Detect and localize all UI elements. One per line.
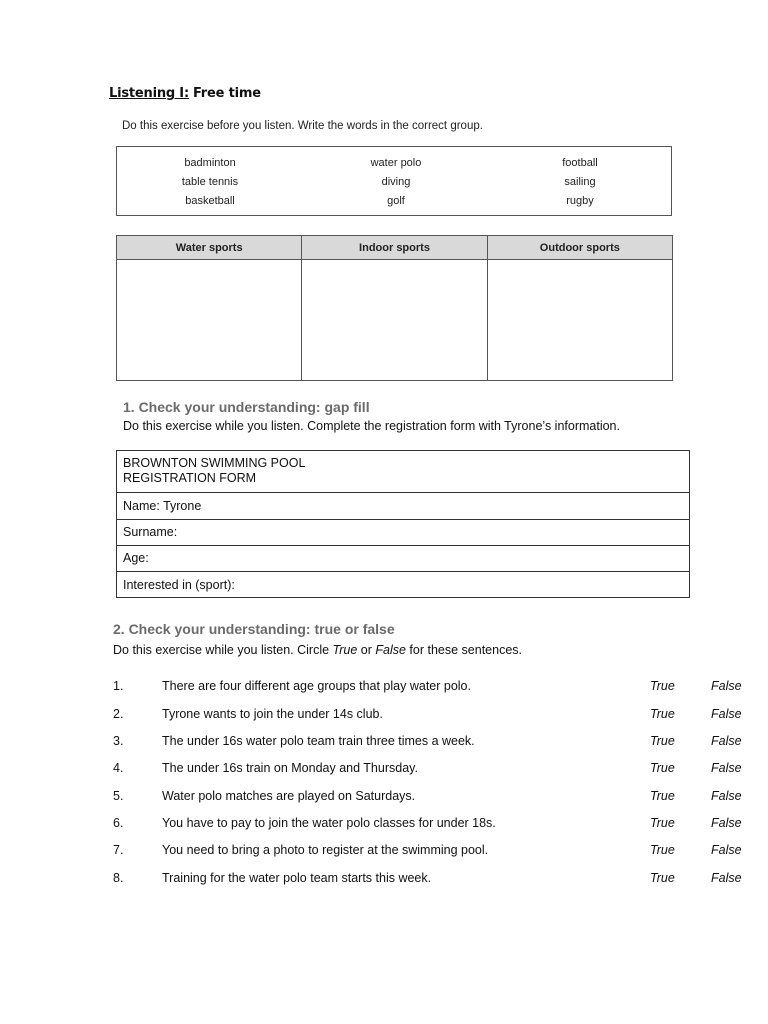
- heading-title: Free time: [192, 86, 261, 101]
- column-header-indoor-sports: Indoor sports: [302, 236, 487, 260]
- instruction-true-word: True: [332, 643, 358, 657]
- false-option[interactable]: False: [711, 816, 742, 830]
- question-text: You have to pay to join the water polo classes for under 18s.: [162, 816, 496, 830]
- answer-cell-water-sports[interactable]: [117, 260, 302, 381]
- question-row: [0, 734, 768, 752]
- question-row: [0, 679, 768, 697]
- question-row: [0, 789, 768, 807]
- question-number: 6.: [113, 816, 124, 830]
- question-row: [0, 761, 768, 779]
- sort-table: [116, 235, 673, 381]
- heading-label: Listening I:: [109, 86, 189, 101]
- false-option[interactable]: False: [711, 707, 742, 721]
- question-text: Water polo matches are played on Saturdays.: [162, 789, 416, 803]
- question-row: [0, 707, 768, 725]
- true-option[interactable]: True: [650, 761, 675, 775]
- word-item: football: [562, 157, 598, 169]
- question-text: Tyrone wants to join the under 14s club.: [162, 707, 383, 721]
- registration-form: [116, 450, 690, 598]
- word-item: basketball: [185, 195, 235, 207]
- question-text: The under 16s water polo team train three times a week.: [162, 734, 475, 748]
- false-option[interactable]: False: [711, 679, 742, 693]
- question-number: 2.: [113, 707, 124, 721]
- question-text: You need to bring a photo to register at the swimming pool.: [162, 843, 489, 857]
- answer-cell-indoor-sports[interactable]: [302, 260, 487, 381]
- word-item: rugby: [566, 195, 594, 207]
- question-number: 3.: [113, 734, 124, 748]
- true-option[interactable]: True: [650, 789, 675, 803]
- question-number: 7.: [113, 843, 124, 857]
- question-row: [0, 871, 768, 889]
- question-text: The under 16s train on Monday and Thursday.: [162, 761, 418, 775]
- column-header-water-sports: Water sports: [117, 236, 302, 260]
- question-row: [0, 843, 768, 861]
- word-item: table tennis: [181, 176, 239, 188]
- true-option[interactable]: True: [650, 734, 675, 748]
- true-option[interactable]: True: [650, 707, 675, 721]
- word-item: sailing: [564, 176, 596, 188]
- word-bank: [116, 146, 672, 216]
- section1-title: 1. Check your understanding: gap fill: [123, 399, 370, 415]
- question-number: 4.: [113, 761, 124, 775]
- word-item: water polo: [370, 157, 422, 169]
- page-heading: [109, 86, 261, 101]
- false-option[interactable]: False: [711, 761, 742, 775]
- intro-instruction: Do this exercise before you listen. Write the words in the correct group.: [122, 120, 483, 132]
- form-field-surname[interactable]: Surname:: [117, 519, 689, 545]
- question-row: [0, 816, 768, 834]
- form-title: [117, 451, 689, 492]
- instruction-false-word: False: [375, 643, 406, 657]
- true-option[interactable]: True: [650, 679, 675, 693]
- false-option[interactable]: False: [711, 843, 742, 857]
- instruction-text: or: [357, 643, 376, 657]
- question-number: 8.: [113, 871, 124, 885]
- form-field-name[interactable]: Name: Tyrone: [117, 492, 689, 519]
- word-item: golf: [387, 195, 405, 207]
- false-option[interactable]: False: [711, 871, 742, 885]
- section2-instruction: [113, 643, 522, 657]
- false-option[interactable]: False: [711, 789, 742, 803]
- instruction-text: for these sentences.: [405, 643, 522, 657]
- form-field-age[interactable]: Age:: [117, 545, 689, 571]
- instruction-text: Do this exercise while you listen. Circle: [113, 643, 333, 657]
- form-title-line2: REGISTRATION FORM: [123, 471, 257, 485]
- section2-title: 2. Check your understanding: true or false: [113, 621, 395, 637]
- word-item: diving: [381, 176, 411, 188]
- true-option[interactable]: True: [650, 871, 675, 885]
- question-number: 1.: [113, 679, 124, 693]
- question-number: 5.: [113, 789, 124, 803]
- form-field-sport[interactable]: Interested in (sport):: [117, 571, 689, 598]
- question-text: Training for the water polo team starts this week.: [162, 871, 432, 885]
- true-option[interactable]: True: [650, 816, 675, 830]
- word-item: badminton: [184, 157, 236, 169]
- question-text: There are four different age groups that play water polo.: [162, 679, 471, 693]
- true-option[interactable]: True: [650, 843, 675, 857]
- false-option[interactable]: False: [711, 734, 742, 748]
- section1-instruction: Do this exercise while you listen. Complete the registration form with Tyrone’s information.: [123, 419, 620, 433]
- answer-cell-outdoor-sports[interactable]: [487, 260, 672, 381]
- form-title-line1: BROWNTON SWIMMING POOL: [123, 456, 306, 470]
- column-header-outdoor-sports: Outdoor sports: [487, 236, 672, 260]
